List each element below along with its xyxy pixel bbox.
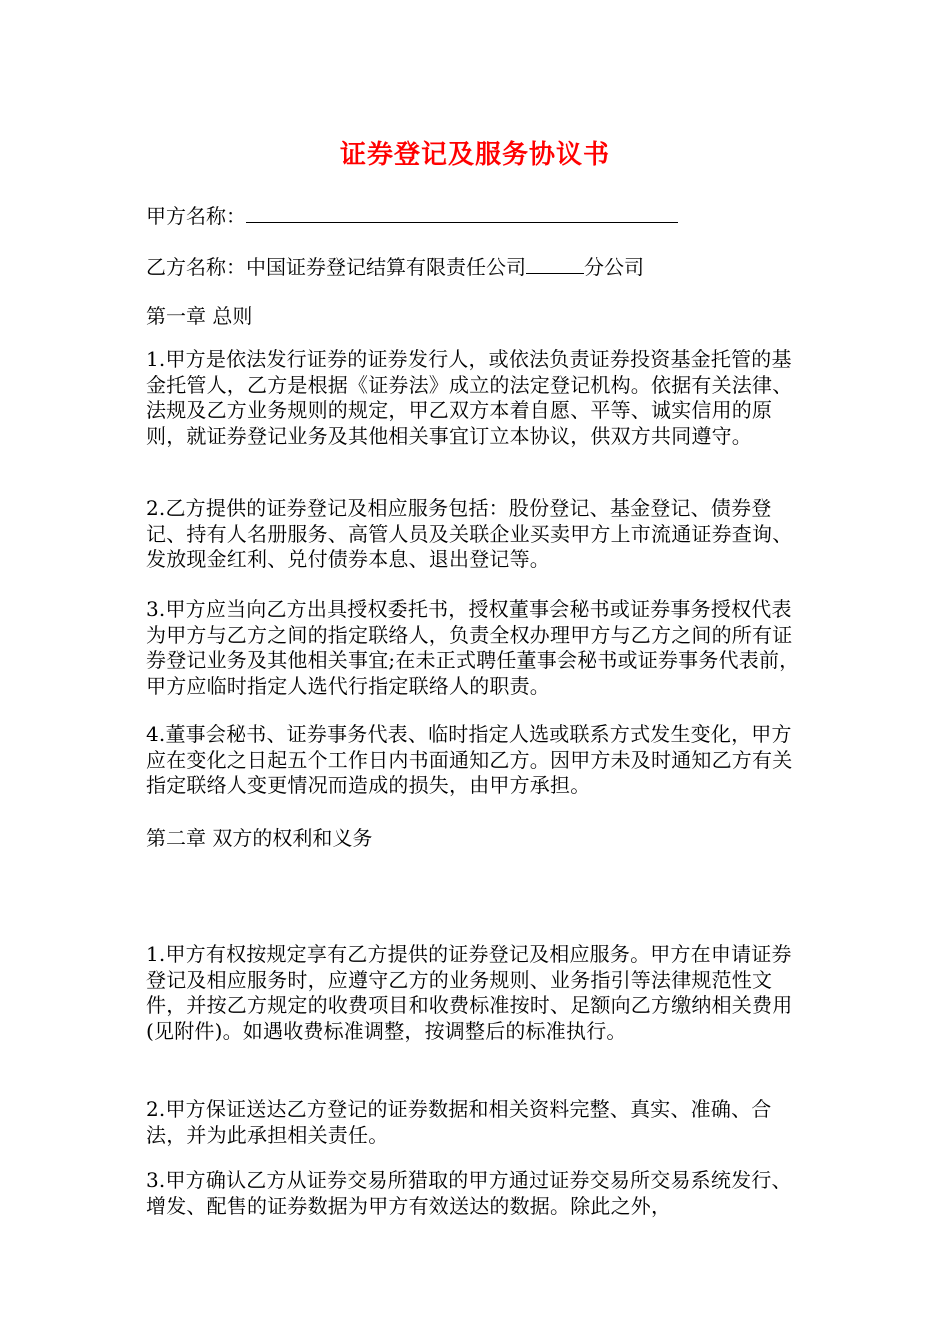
chapter1-heading: 第一章 总则 <box>146 304 253 328</box>
chapter1-paragraph-1: 1.甲方是依法发行证券的证券发行人，或依法负责证券投资基金托管的基金托管人，乙方是根据《证券法》成立的法定登记机构。依据有关法律、法规及乙方业务规则的规定，甲乙双方本着自愿、平等、诚实信用的原则，就证券登记业务及其他相关事宜订立本协议，供双方共同遵守。 <box>146 347 793 448</box>
party-b-label: 乙方名称：中国证券登记结算有限责任公司 <box>146 255 526 279</box>
party-b-blank <box>526 255 584 274</box>
party-a-blank <box>246 204 678 223</box>
chapter2-paragraph-1: 1.甲方有权按规定享有乙方提供的证券登记及相应服务。甲方在申请证券登记及相应服务时，应遵守乙方的业务规则、业务指引等法律规范性文件，并按乙方规定的收费项目和收费标准按时、足额向乙方缴纳相关费用(见附件)。如遇收费标准调整，按调整后的标准执行。 <box>146 942 793 1043</box>
chapter1-paragraph-2: 2.乙方提供的证券登记及相应服务包括：股份登记、基金登记、债券登记、持有人名册服务、高管人员及关联企业买卖甲方上市流通证券查询、发放现金红利、兑付债券本息、退出登记等。 <box>146 496 793 571</box>
party-a-label: 甲方名称： <box>146 204 246 228</box>
document-title: 证券登记及服务协议书 <box>339 140 610 170</box>
party-b-line <box>146 251 644 280</box>
party-b-suffix: 分公司 <box>584 255 644 279</box>
party-a-line <box>146 200 678 229</box>
chapter2-paragraph-2: 2.甲方保证送达乙方登记的证券数据和相关资料完整、真实、准确、合法，并为此承担相关责任。 <box>146 1097 772 1147</box>
chapter1-paragraph-4: 4.董事会秘书、证券事务代表、临时指定人选或联系方式发生变化，甲方应在变化之日起五个工作日内书面通知乙方。因甲方未及时通知乙方有关指定联络人变更情况而造成的损失，由甲方承担。 <box>146 722 793 797</box>
chapter2-paragraph-3: 3.甲方确认乙方从证券交易所猎取的甲方通过证券交易所交易系统发行、增发、配售的证券数据为甲方有效送达的数据。除此之外， <box>146 1168 792 1218</box>
chapter2-heading: 第二章 双方的权利和义务 <box>146 826 373 850</box>
chapter1-paragraph-3: 3.甲方应当向乙方出具授权委托书，授权董事会秘书或证券事务授权代表为甲方与乙方之间的指定联络人，负责全权办理甲方与乙方之间的所有证券登记业务及其他相关事宜;在未正式聘任董事会秘书或证券事务代表前，甲方应临时指定人选代行指定联络人的职责。 <box>146 597 800 698</box>
